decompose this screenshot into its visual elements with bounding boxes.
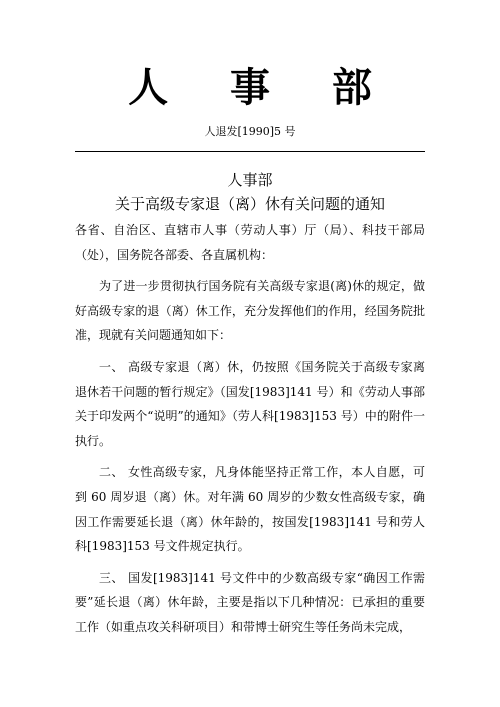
- clause-one-paragraph: 一、 高级专家退（离）休，仍按照《国务院关于高级专家离退休若干问题的暂行规定》（国发[1983]141 号）和《劳动人事部关于印发两个“说明”的通知》（劳人科[1983]153 号）中的附件一执行。: [75, 359, 425, 448]
- addressee-paragraph: 各省、自治区、直辖市人事（劳动人事）厅（局）、科技干部局（处），国务院各部委、各直属机构：: [75, 223, 425, 262]
- document-number: 人退发[1990]5 号: [204, 125, 296, 138]
- clause-three-paragraph: 三、 国发[1983]141 号文件中的少数高级专家“确因工作需要”延长退（离）休年龄，主要是指以下几种情况：已承担的重要工作（如重点攻关科研项目）和带博士研究生等任务尚未完成，: [75, 570, 425, 634]
- notice-issuer: 人事部: [227, 171, 273, 189]
- intro-paragraph: 为了进一步贯彻执行国务院有关高级专家退(离)休的规定，做好高级专家的退（离）休工作，充分发挥他们的作用，经国务院批准，现就有关问题通知如下：: [75, 279, 425, 343]
- clause-two-paragraph: 二、 女性高级专家，凡身体能坚持正常工作，本人自愿，可到 60 周岁退（离）休。对年满 60 周岁的少数女性高级专家，确因工作需要延长退（离）休年龄的，按国发[1983]141 号和劳人科[1983]153 号文件规定执行。: [75, 465, 425, 554]
- header-divider: [75, 151, 425, 152]
- document-body: [75, 218, 425, 640]
- issuing-department-title: 人 事 部: [128, 64, 396, 111]
- notice-title: 关于高级专家退（离）休有关问题的通知: [114, 195, 385, 213]
